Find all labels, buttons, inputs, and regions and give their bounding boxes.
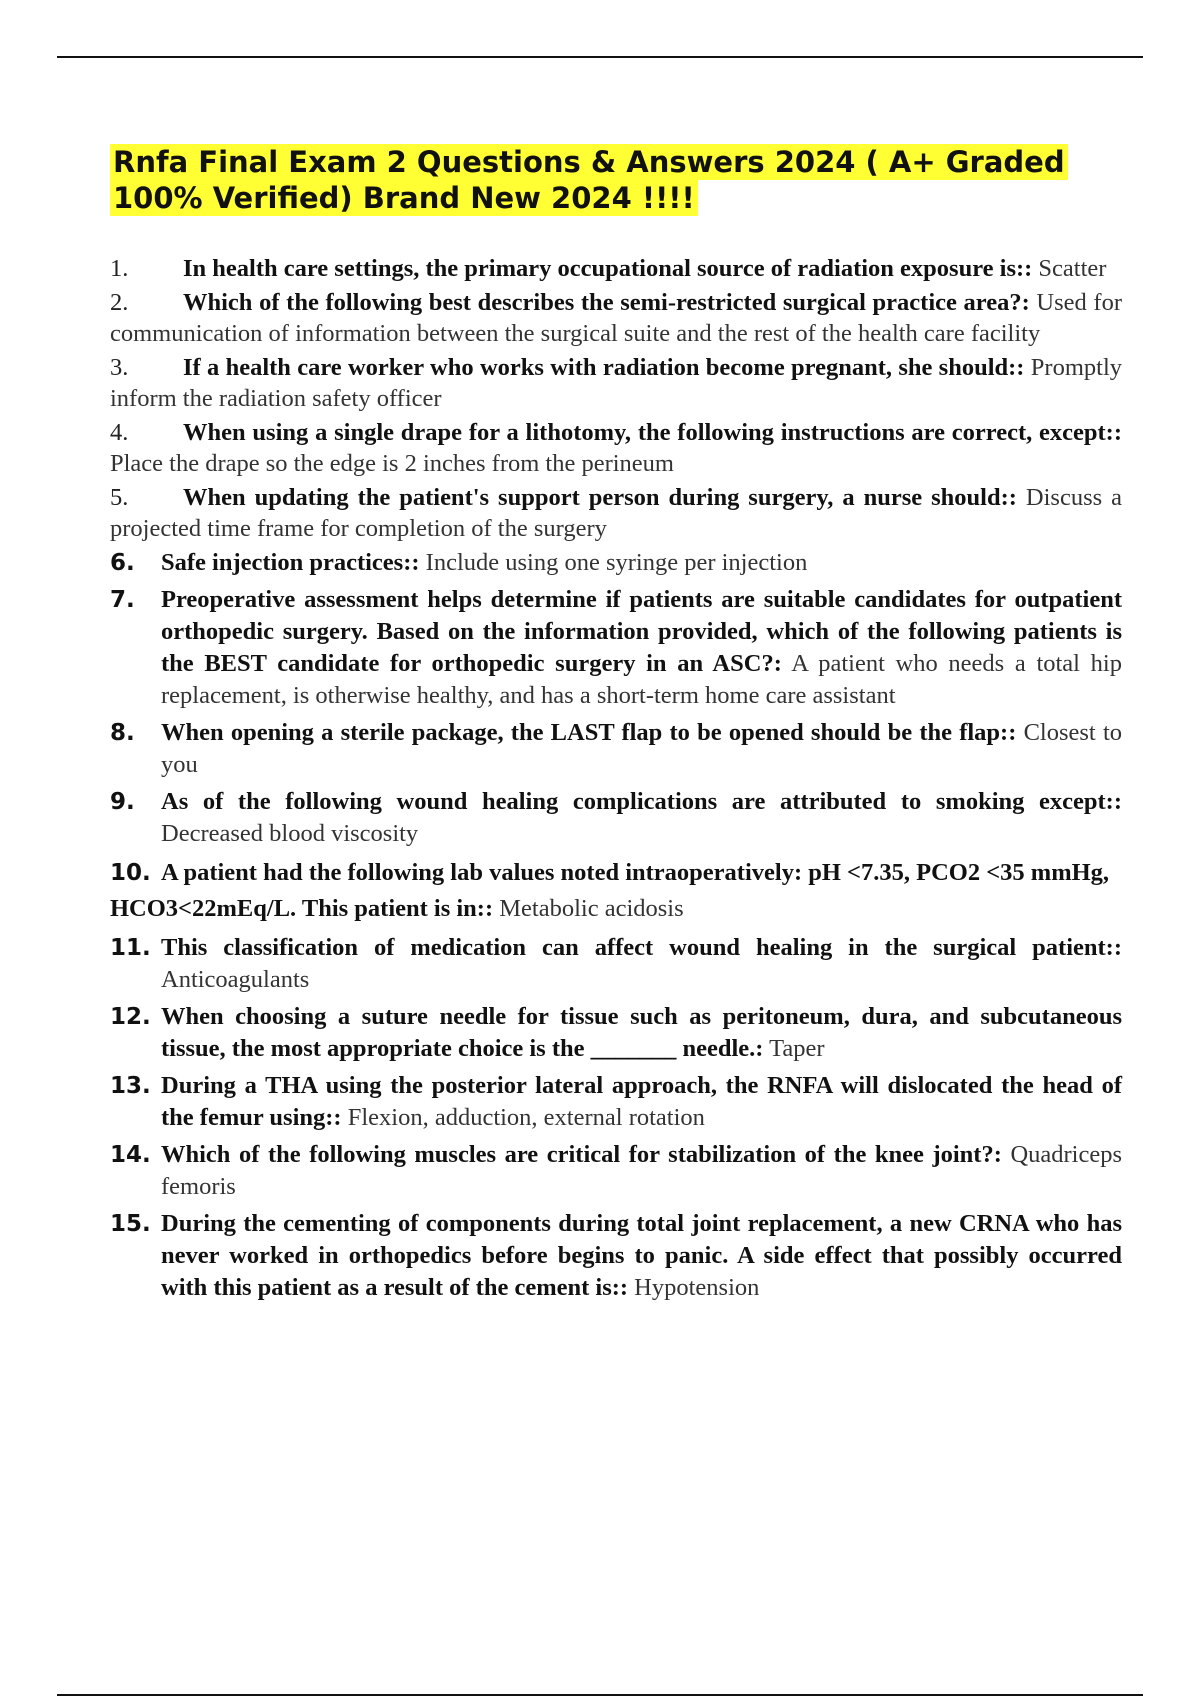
question-item-6 [110, 547, 1122, 579]
question-item-2 [110, 287, 1122, 349]
item-number: 7. [110, 587, 135, 613]
question-item-14 [110, 1139, 1122, 1203]
answer-text: Hypotension [634, 1274, 760, 1301]
answer-text: Flexion, adduction, external rotation [347, 1104, 705, 1131]
answer-text: Metabolic acidosis [499, 895, 684, 922]
question-item-9 [110, 786, 1122, 850]
question-text: When opening a sterile package, the LAST flap to be opened should be the flap:: [161, 719, 1017, 746]
header-rule [57, 56, 1143, 58]
item-number: 10. [110, 860, 151, 886]
answer-text: Discuss a projected time frame for completion of the surgery [110, 484, 1122, 542]
answer-text: Anticoagulants [161, 966, 310, 993]
answer-text: Place the drape so the edge is 2 inches from the perineum [110, 450, 674, 477]
item-number: 9. [110, 789, 135, 815]
item-number: 5. [110, 484, 129, 511]
document-title [110, 144, 1110, 216]
item-number: 6. [110, 550, 135, 576]
question-text: This classification of medication can affect wound healing in the surgical patient:: [161, 934, 1122, 961]
question-text: Which of the following best describes the semi-restricted surgical practice area?: [183, 289, 1030, 316]
question-item-1 [110, 253, 1122, 284]
question-text: During a THA using the posterior lateral approach, the RNFA will dislocated the head of the femur using:: [161, 1072, 1122, 1131]
item-number: 3. [110, 354, 129, 381]
item-number: 2. [110, 289, 129, 316]
answer-text: Quadriceps femoris [161, 1141, 1123, 1200]
question-item-11 [110, 932, 1122, 996]
question-text: Which of the following muscles are critical for stabilization of the knee joint?: [161, 1141, 1002, 1168]
question-text: Safe injection practices:: [161, 549, 420, 576]
question-item-4 [110, 417, 1122, 479]
item-number: 4. [110, 419, 129, 446]
item-number: 15. [110, 1211, 151, 1237]
answer-text: Decreased blood viscosity [161, 820, 419, 847]
question-text: In health care settings, the primary occupational source of radiation exposure is:: [183, 255, 1033, 282]
question-text: When using a single drape for a lithotomy, the following instructions are correct, except:: [183, 419, 1122, 446]
answer-text: Closest to you [161, 719, 1122, 778]
item-number: 11. [110, 935, 151, 961]
question-text: Preoperative assessment helps determine if patients are suitable candidates for outpatient orthopedic surgery. Based on the information provided, which of the following patients is the BEST candidate for orthopedic surgery in an ASC?: [161, 586, 1122, 677]
item-number: 14. [110, 1142, 151, 1168]
question-text: When updating the patient's support person during surgery, a nurse should:: [183, 484, 1017, 511]
question-text: If a health care worker who works with radiation become pregnant, she should:: [183, 354, 1025, 381]
question-text: When choosing a suture needle for tissue such as peritoneum, dura, and subcutaneous tissue, the most appropriate choice is the _______ needle.: [161, 1003, 1122, 1062]
question-item-10 [110, 855, 1122, 927]
answer-text: Used for communication of information between the surgical suite and the rest of the health care facility [110, 289, 1122, 347]
question-item-5 [110, 482, 1122, 544]
question-item-3 [110, 352, 1122, 414]
item-number: 8. [110, 720, 135, 746]
question-text: A patient had the following lab values noted intraoperatively: pH <7.35, PCO2 <35 mmHg, HCO3<22mEq/L. This patient is in:: [110, 859, 1110, 922]
question-text: During the cementing of components during total joint replacement, a new CRNA who has never worked in orthopedics before begins to panic. A side effect that possibly occurred with this patient as a result of the cement is:: [161, 1210, 1122, 1301]
question-item-15 [110, 1208, 1122, 1304]
answer-text: Taper [769, 1035, 825, 1062]
answer-text: Promptly inform the radiation safety officer [110, 354, 1123, 412]
question-item-13 [110, 1070, 1122, 1134]
footer-rule [57, 1694, 1143, 1696]
answer-text: Scatter [1038, 255, 1107, 282]
question-text: As of the following wound healing complications are attributed to smoking except:: [161, 788, 1122, 815]
item-number: 1. [110, 255, 129, 282]
answer-text: A patient who needs a total hip replacement, is otherwise healthy, and has a short-term home care assistant [161, 650, 1122, 709]
item-number: 12. [110, 1004, 151, 1030]
title-highlight: Rnfa Final Exam 2 Questions & Answers 2024 ( A+ Graded 100% Verified) Brand New 2024 !!!! [110, 144, 1068, 216]
question-list [110, 253, 1122, 1309]
question-item-8 [110, 717, 1122, 781]
question-item-7 [110, 584, 1122, 712]
item-number: 13. [110, 1073, 151, 1099]
question-item-12 [110, 1001, 1122, 1065]
answer-text: Include using one syringe per injection [425, 549, 808, 576]
